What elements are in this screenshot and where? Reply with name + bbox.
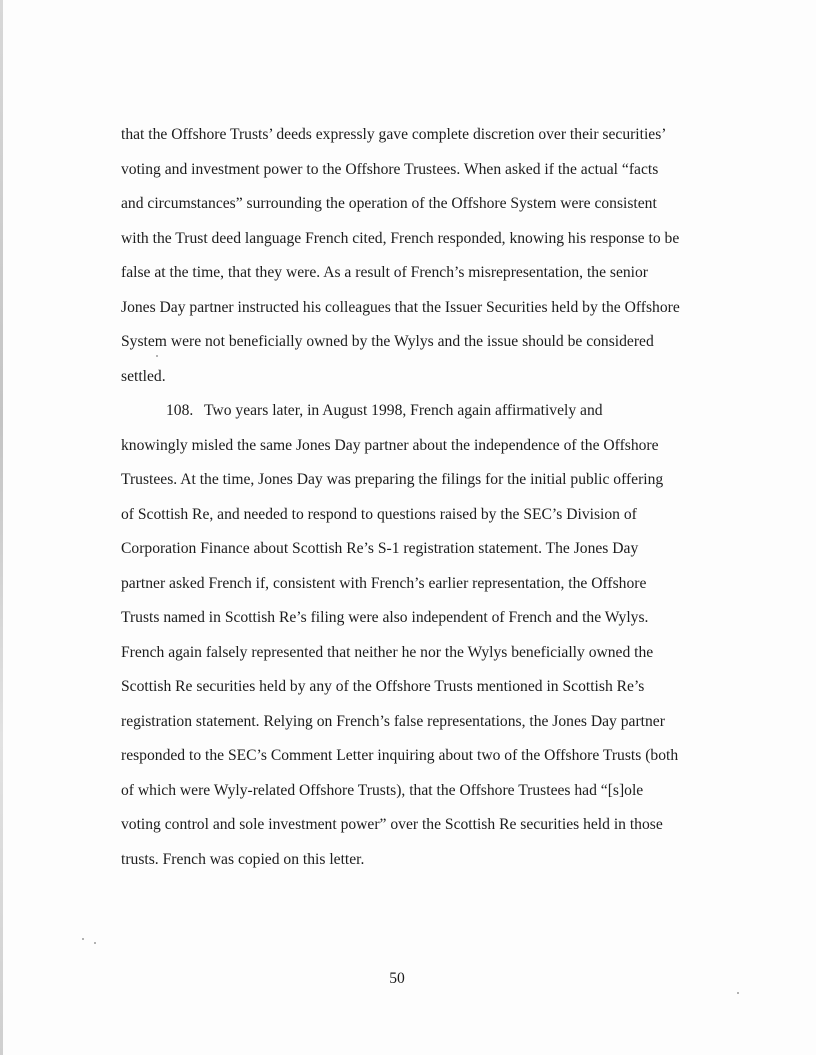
text-line: registration statement. Relying on French’s false representations, the Jones Day partner <box>121 713 665 730</box>
text-line: knowingly misled the same Jones Day partner about the independence of the Offshore <box>121 437 659 454</box>
text-line: voting and investment power to the Offshore Trustees. When asked if the actual “facts <box>121 161 659 178</box>
scan-edge-shadow <box>0 0 3 1055</box>
text-line: that the Offshore Trusts’ deeds expressly gave complete discretion over their securities’ <box>121 126 667 143</box>
scan-speck <box>82 938 84 940</box>
text-line: voting control and sole investment power” over the Scottish Re securities held in those <box>121 816 663 833</box>
text-line: partner asked French if, consistent with French’s earlier representation, the Offshore <box>121 575 647 592</box>
text-line: of Scottish Re, and needed to respond to questions raised by the SEC’s Division of <box>121 506 637 523</box>
paragraph-text: Two years later, in August 1998, French again affirmatively and <box>204 402 603 419</box>
text-line: trusts. French was copied on this letter. <box>121 851 365 868</box>
text-line: Trusts named in Scottish Re’s filing were also independent of French and the Wylys. <box>121 609 649 626</box>
page-number: 50 <box>389 970 405 987</box>
text-line: Trustees. At the time, Jones Day was preparing the filings for the initial public offering <box>121 471 664 488</box>
text-line: and circumstances” surrounding the operation of the Offshore System were consistent <box>121 195 657 212</box>
text-line: French again falsely represented that neither he nor the Wylys beneficially owned the <box>121 644 654 661</box>
scan-speck <box>156 355 158 357</box>
text-line: false at the time, that they were. As a result of French’s misrepresentation, the senior <box>121 264 648 281</box>
scan-speck <box>737 992 739 994</box>
text-line: of which were Wyly-related Offshore Trusts), that the Offshore Trustees had “[s]ole <box>121 782 644 799</box>
paragraph-108-first-line <box>166 402 603 420</box>
text-line: Corporation Finance about Scottish Re’s S-1 registration statement. The Jones Day <box>121 540 639 557</box>
text-line: settled. <box>121 368 166 385</box>
text-line: System were not beneficially owned by the Wylys and the issue should be considered <box>121 333 654 350</box>
scan-speck <box>94 942 96 944</box>
paragraph-number: 108. <box>166 402 194 419</box>
text-line: with the Trust deed language French cited, French responded, knowing his response to be <box>121 230 680 247</box>
text-line: Scottish Re securities held by any of the Offshore Trusts mentioned in Scottish Re’s <box>121 678 645 695</box>
text-line: Jones Day partner instructed his colleagues that the Issuer Securities held by the Offshore <box>121 299 680 316</box>
text-line: responded to the SEC’s Comment Letter inquiring about two of the Offshore Trusts (both <box>121 747 679 764</box>
